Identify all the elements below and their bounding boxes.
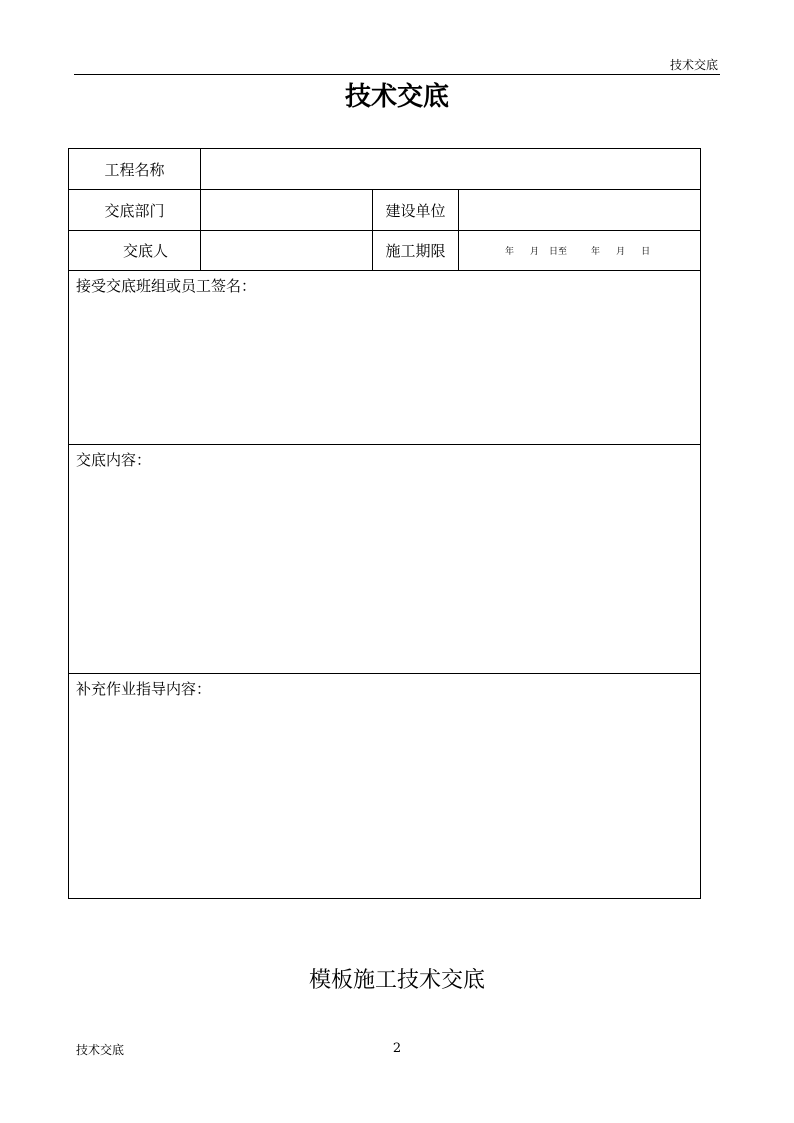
footer-text: 技术交底 bbox=[76, 1043, 125, 1057]
content-label: 交底内容： bbox=[76, 451, 152, 469]
period-day-to: 日至 bbox=[549, 247, 568, 257]
signature-label: 接受交底班组或员工签名： bbox=[76, 277, 257, 295]
project-name-label: 工程名称 bbox=[69, 149, 201, 190]
period-month1: 月 bbox=[530, 247, 540, 257]
builder-label: 建设单位 bbox=[373, 190, 459, 231]
period-month2: 月 bbox=[616, 247, 626, 257]
section-title: 模板施工技术交底 bbox=[308, 968, 485, 993]
content-area[interactable] bbox=[69, 445, 701, 674]
supplement-label: 补充作业指导内容： bbox=[76, 680, 212, 698]
period-label: 施工期限 bbox=[373, 231, 459, 271]
period-year1: 年 bbox=[505, 247, 515, 257]
person-label: 交底人 bbox=[69, 231, 201, 271]
builder-field[interactable] bbox=[459, 190, 701, 231]
row-supplement bbox=[69, 674, 701, 899]
dept-label: 交底部门 bbox=[69, 190, 201, 231]
page-number: 2 bbox=[392, 1041, 402, 1056]
period-year2: 年 bbox=[591, 247, 601, 257]
document-title: 技术交底 bbox=[344, 82, 449, 112]
row-content bbox=[69, 445, 701, 674]
person-field[interactable] bbox=[201, 231, 373, 271]
period-field[interactable] bbox=[459, 231, 701, 271]
header-rule bbox=[74, 74, 720, 75]
row-person bbox=[69, 231, 701, 271]
disclosure-form-table bbox=[68, 148, 701, 899]
row-signature bbox=[69, 271, 701, 445]
supplement-area[interactable] bbox=[69, 674, 701, 899]
project-name-field[interactable] bbox=[201, 149, 701, 190]
row-project-name bbox=[69, 149, 701, 190]
signature-area[interactable] bbox=[69, 271, 701, 445]
row-dept bbox=[69, 190, 701, 231]
period-day2: 日 bbox=[641, 247, 651, 257]
running-header: 技术交底 bbox=[669, 58, 718, 72]
dept-field[interactable] bbox=[201, 190, 373, 231]
